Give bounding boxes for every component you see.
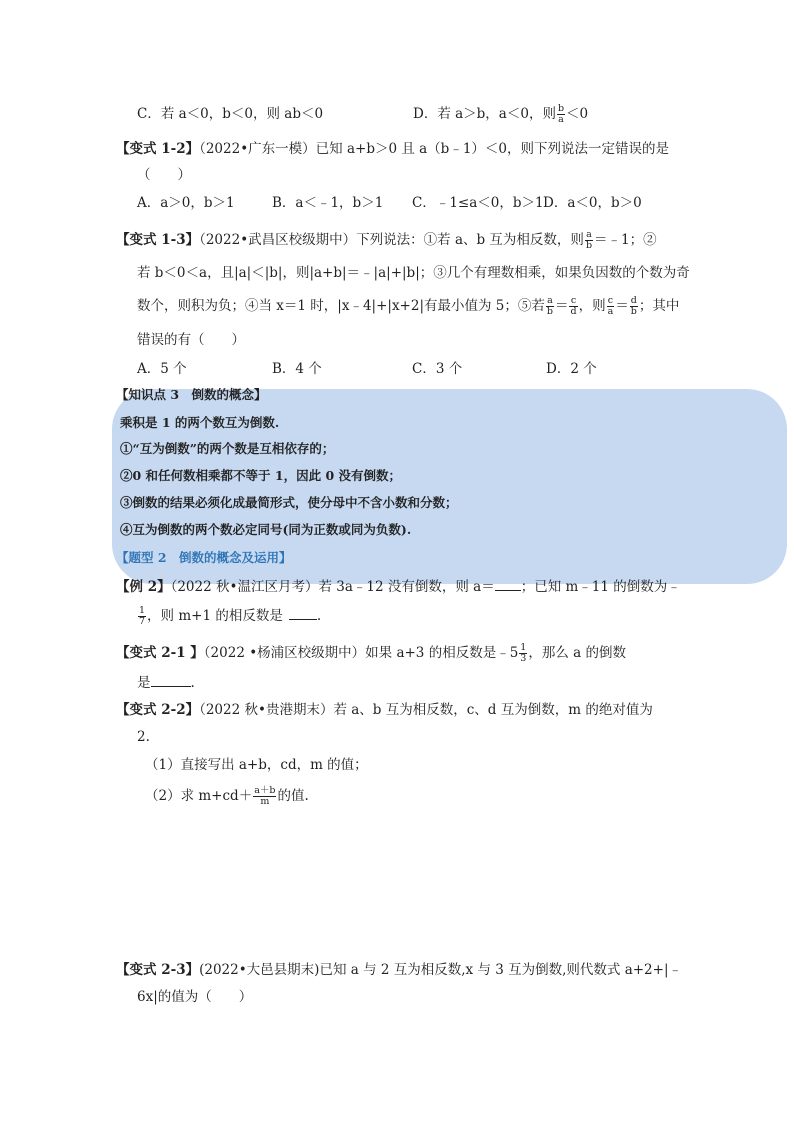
v2-1-line-1 xyxy=(116,643,626,664)
answer-blank xyxy=(289,607,317,620)
v2-1-text-c: 是 xyxy=(137,675,151,691)
v2-2-sub-2-text: （2）求 m+cd＋ xyxy=(145,788,253,804)
q1-3-option-b: B．4 个 xyxy=(272,361,322,377)
fraction: $\frac{1}{3}$ xyxy=(520,642,527,664)
q1-1-option-c: C．若 a＜0，b＜0，则 ab＜0 xyxy=(137,106,324,122)
ex2-tag: 【例 2】 xyxy=(116,579,171,595)
fraction: $\frac{d}{b}$ xyxy=(630,295,637,317)
knowledge-p1: 乘积是 1 的两个数互为倒数. xyxy=(120,415,280,430)
v2-1-text-a: （2022 •杨浦区校级期中）如果 a+3 的相反数是﹣5 xyxy=(203,645,519,661)
q1-1-option-d-tail: ＜0 xyxy=(566,106,589,122)
q1-3-option-a: A．5 个 xyxy=(137,361,187,377)
v2-2-text-a: （2022 秋•贵港期末）若 a、b 互为相反数，c、d 互为倒数，m 的绝对值为 xyxy=(199,702,653,718)
q1-2-option-d: D．a＜0，b＞0 xyxy=(543,195,642,211)
v2-2-line-1 xyxy=(116,700,653,720)
q1-2-option-b: B．a＜﹣1，b＞1 xyxy=(272,195,384,211)
q1-3-l3-then: ，则 xyxy=(578,298,606,314)
q1-3-line-2: 若 b＜0＜a，且|a|＜|b|，则|a+b|＝﹣|a|+|b|；③几个有理数相乘，如果负因数的个数为奇 xyxy=(137,265,690,281)
equals: ＝ xyxy=(554,298,569,314)
v2-2-sub-2 xyxy=(145,786,309,807)
q1-2-tag: 【变式 1-2】 xyxy=(116,141,200,157)
knowledge-title: 【知识点 3 倒数的概念】 xyxy=(116,387,267,402)
v2-1-line-2 xyxy=(137,673,195,693)
v2-2-tag: 【变式 2-2】 xyxy=(116,702,200,718)
answer-blank xyxy=(151,674,191,687)
q1-3-l3-end: ；其中 xyxy=(638,298,680,314)
ex2-text-c: ，则 m+1 的相反数是 xyxy=(147,608,283,624)
fraction: $\frac{1}{7}$ xyxy=(139,605,146,627)
q1-2-option-c: C．﹣1≤a＜0，b＞1 xyxy=(412,195,544,211)
v2-2-sub-2-end: 的值. xyxy=(277,788,309,804)
knowledge-p2: ①“互为倒数”的两个数是互相依存的； xyxy=(120,441,335,456)
q1-3-line-3 xyxy=(137,296,679,317)
v2-3-tag: 【变式 2-3】 xyxy=(116,962,200,978)
fraction: $\frac{a}{b}$ xyxy=(585,229,593,251)
ex2-period: . xyxy=(316,608,322,624)
q1-3-line-1 xyxy=(116,230,657,251)
v2-1-tag: 【变式 2-1 】 xyxy=(116,645,204,661)
q1-3-line-4: 错误的有（ ） xyxy=(137,332,245,348)
fraction: $\frac{b}{a}$ xyxy=(557,103,565,125)
q1-3-option-c: C．3 个 xyxy=(412,361,463,377)
q1-2-option-a: A．a＞0，b＞1 xyxy=(137,195,235,211)
q1-3-text-b: ＝﹣1；② xyxy=(594,232,657,248)
fraction: $\frac{a}{b}$ xyxy=(546,295,553,317)
ex2-text-a: （2022 秋•温江区月考）若 3a﹣12 没有倒数，则 a＝ xyxy=(170,579,495,595)
q1-1-option-d xyxy=(413,104,588,125)
fraction: $\frac{c}{a}$ xyxy=(607,295,614,317)
q1-3-l3-text: 数个，则积为负；④当 x＝1 时，|x﹣4|+|x+2|有最小值为 5；⑤若 xyxy=(137,298,545,314)
fraction: $\frac{c}{d}$ xyxy=(570,295,577,317)
q1-3-tag: 【变式 1-3】 xyxy=(116,232,200,248)
q1-3-option-d: D．2 个 xyxy=(546,361,597,377)
v2-3-line-2: 6x|的值为（ ） xyxy=(137,989,253,1005)
type-2-title: 【题型 2 倒数的概念及运用】 xyxy=(116,550,292,565)
knowledge-p5: ④互为倒数的两个数必定同号(同为正数或同为负数). xyxy=(120,522,412,537)
q1-2-paren: （ ） xyxy=(137,167,191,183)
v2-2-sub-1: （1）直接写出 a+b，cd，m 的值； xyxy=(145,757,368,773)
knowledge-p3: ②0 和任何数相乘都不等于 1，因此 0 没有倒数； xyxy=(120,468,402,483)
v2-3-text-a: (2022•大邑县期末)已知 a 与 2 互为相反数,x 与 3 互为倒数,则代数式 a+2+|﹣ xyxy=(199,962,683,978)
v2-1-text-b: ，那么 a 的倒数 xyxy=(528,645,626,661)
v2-3-line-1 xyxy=(116,960,682,980)
q1-2-stem xyxy=(116,139,669,159)
ex2-text-b: ；已知 m﹣11 的倒数为﹣ xyxy=(520,579,681,595)
v2-1-period: . xyxy=(190,675,195,691)
ex2-line-2 xyxy=(137,606,321,627)
equals: ＝ xyxy=(615,298,629,314)
answer-blank xyxy=(495,578,521,591)
ex2-line-1 xyxy=(116,577,681,597)
v2-2-line-2: 2. xyxy=(137,729,150,745)
q1-1-option-d-text: D．若 a＞b，a＜0，则 xyxy=(413,106,556,122)
q1-3-text-a: （2022•武昌区校级期中）下列说法：①若 a、b 互为相反数，则 xyxy=(199,232,584,248)
knowledge-p4: ③倒数的结果必须化成最简形式，使分母中不含小数和分数； xyxy=(120,495,458,510)
q1-2-stem-text: （2022•广东一模）已知 a+b＞0 且 a（b﹣1）＜0，则下列说法一定错误的是 xyxy=(199,141,669,157)
fraction: $\frac{a+b}{m}$ xyxy=(254,785,276,807)
